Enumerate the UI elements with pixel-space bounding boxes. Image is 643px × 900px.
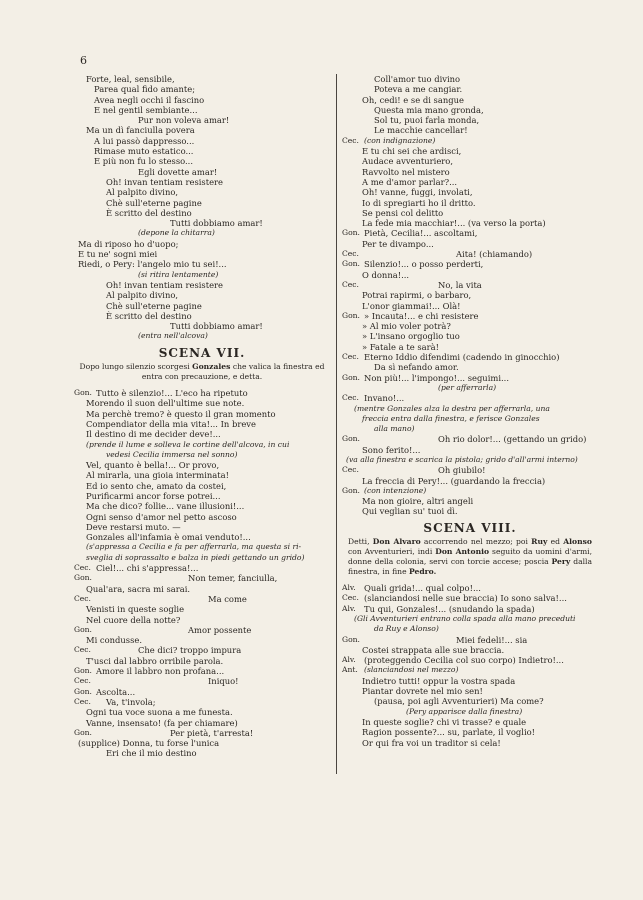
scena-viii-desc-2: accorrendo nel mezzo; poi <box>423 537 528 547</box>
verse-text: E più non fu lo stesso... <box>94 156 193 167</box>
stage-direction: (slanciandosi nel mezzo) <box>364 665 459 675</box>
verse-line <box>74 593 326 604</box>
character-name-antonio: Don Antonio <box>435 547 490 557</box>
verse-line <box>78 259 326 269</box>
stage-direction: (mentre Gonzales alza la destra per afferrarla, una <box>354 403 550 413</box>
verse-line <box>78 419 326 429</box>
speaker-label: Gon. <box>74 686 92 696</box>
verse-line <box>78 491 326 501</box>
verse-line <box>342 259 594 270</box>
verse-line <box>346 645 594 655</box>
scena-viii-desc-4: con Avventurieri, indi <box>348 547 433 557</box>
speaker-label: Cec. <box>74 645 91 655</box>
speaker-label: Alv. <box>342 583 356 593</box>
verse-text: Potrai rapirmi, o barbaro, <box>362 290 472 301</box>
verse-text: » Fatale a te sarà! <box>362 341 439 352</box>
right-column <box>342 74 594 748</box>
verse-text: Io di spregiarti ho il dritto. <box>362 197 476 208</box>
verse-text: Silenzio!... o posso perderti, <box>364 259 484 270</box>
verse-text: Per pietà, t'arresta! <box>170 727 254 738</box>
verse-line <box>342 310 594 321</box>
verse-text: Ma perchè tremo? è questo il gran momento <box>86 408 276 419</box>
verse-text: È scritto del destino <box>106 207 192 218</box>
verse-text: Ragion possente?... su, parlate, il voglio! <box>362 727 536 738</box>
stage-direction: (Gli Avventurieri entrano colla spada alla mano preceduti <box>354 613 576 623</box>
speaker-label: Gon. <box>342 434 360 444</box>
verse-line <box>78 512 326 522</box>
verse-line <box>74 645 326 656</box>
verse-line <box>346 506 594 516</box>
verse-line <box>346 383 594 393</box>
verse-text: Questa mia mano gronda, <box>374 104 484 115</box>
verse-line <box>78 84 326 94</box>
verse-text: Gonzales all'infamia è omai venduto!... <box>86 532 251 543</box>
verse-text: Tutti dobbiamo amar! <box>170 321 263 332</box>
verse-line <box>346 696 594 706</box>
verse-text: Le macchie cancellar! <box>374 125 468 136</box>
verse-text: Ma non gioire, altri angeli <box>362 496 474 507</box>
verse-text: Morendo il suon dell'ultime sue note. <box>86 398 245 409</box>
verse-line <box>346 624 594 634</box>
verse-text: Eri che il mio destino <box>106 748 197 759</box>
speaker-label: Gon. <box>342 310 360 320</box>
stage-direction: (prende il lume e solleva le cortine dell'alcova, in cui <box>86 439 290 449</box>
verse-text: Oh! vanne, fuggi, involati, <box>362 187 473 198</box>
character-name-pery: Pery <box>551 557 571 567</box>
verse-text: Chè sull'eterne pagine <box>106 197 202 208</box>
verse-line <box>342 135 594 146</box>
verse-line <box>342 249 594 260</box>
verse-line <box>78 553 326 563</box>
speaker-label: Cec. <box>74 696 91 706</box>
verse-line <box>346 270 594 280</box>
verse-text: Ma che dico? follie... vane illusioni!... <box>86 501 245 512</box>
verse-text: Rimase muto estatico... <box>94 146 194 157</box>
verse-line <box>78 290 326 300</box>
verse-line <box>78 584 326 594</box>
verse-line <box>346 496 594 506</box>
verse-text: Vel, quanto è bella!... Or provo, <box>86 460 220 471</box>
verse-line <box>342 603 594 614</box>
verse-text: (slanciandosi nelle sue braccia) Io sono salva!... <box>364 593 567 604</box>
verse-text: » Incauta!... e chi resistere <box>364 310 479 321</box>
verse-text: Invano!... <box>364 393 405 404</box>
verse-line <box>78 718 326 728</box>
verse-line <box>78 542 326 552</box>
verse-line <box>74 686 326 697</box>
speaker-label: Gon. <box>342 485 360 495</box>
verse-text: Al palpito divino, <box>106 290 179 301</box>
verse-text: Non più!... l'impongo!... seguimi... <box>364 372 509 383</box>
verse-text: Audace avventuriero, <box>362 156 454 167</box>
verse-text: Per te divampo... <box>362 238 434 249</box>
column-divider <box>336 74 337 774</box>
verse-line <box>78 187 326 197</box>
verse-text: Chè sull'eterne pagine <box>106 300 202 311</box>
verse-line <box>78 635 326 645</box>
verse-text: Il destino di me decider deve!... <box>86 429 221 440</box>
verse-text: È scritto del destino <box>106 310 192 321</box>
verse-line <box>346 455 594 465</box>
verse-line <box>74 727 326 738</box>
speaker-label: Cec. <box>74 593 91 603</box>
verse-text: Ogni tua voce suona a me funesta. <box>86 707 233 718</box>
verse-text: A lui passò dappresso... <box>94 135 195 146</box>
verse-text: Ma come <box>208 593 247 604</box>
verse-text: In queste soglie? chi vi trasse? e quale <box>362 716 527 727</box>
verse-text: Forte, leal, sensibile, <box>86 74 175 84</box>
speaker-label: Cec. <box>342 393 359 403</box>
verse-line <box>78 748 326 758</box>
verse-text: Da sì nefando amor. <box>374 362 459 373</box>
verse-line <box>78 136 326 146</box>
verse-line <box>342 352 594 363</box>
verse-line <box>78 707 326 717</box>
verse-text: Venisti in queste soglie <box>86 604 185 615</box>
stage-direction: da Ruy e Alonso) <box>374 624 439 634</box>
verse-line <box>346 208 594 218</box>
verse-line <box>342 279 594 290</box>
verse-line <box>78 656 326 666</box>
verse-text: Oh rio dolor!... (gettando un grido) <box>438 434 587 445</box>
verse-line <box>78 522 326 532</box>
verse-line <box>78 331 326 341</box>
verse-line <box>78 321 326 331</box>
character-name-ruy: Ruy <box>531 537 548 547</box>
verse-text: Oh! invan tentiam resistere <box>106 279 224 290</box>
verse-text: Miei fedeli!... sia <box>456 634 528 645</box>
verse-text: Amor possente <box>188 624 252 635</box>
character-name-alonso: Alonso <box>563 537 592 547</box>
stage-direction: (Pery apparisce dalla finestra) <box>406 706 523 716</box>
verse-line <box>346 125 594 135</box>
speaker-label: Cec. <box>74 563 91 573</box>
verse-block-1 <box>78 74 326 342</box>
verse-line <box>346 115 594 125</box>
verse-line <box>346 301 594 311</box>
verse-line <box>346 424 594 434</box>
verse-line <box>74 666 326 677</box>
verse-line <box>346 342 594 352</box>
verse-line <box>346 676 594 686</box>
verse-line <box>78 615 326 625</box>
scena-viii-title: SCENA VIII. <box>423 520 517 535</box>
speaker-label: Gon. <box>74 727 92 737</box>
verse-line <box>342 485 594 496</box>
verse-line <box>78 208 326 218</box>
verse-text: T'usci dal labbro orribile parola. <box>86 655 224 666</box>
verse-line <box>78 301 326 311</box>
verse-line <box>78 95 326 105</box>
scena-vii-desc-b: che valica la finestra ed entra con precauzione, e detta. <box>141 362 325 382</box>
verse-text: Or qui fra voi un traditor si cela! <box>362 737 501 748</box>
verse-text: Indietro tutti! oppur la vostra spada <box>362 675 516 686</box>
verse-text: Poteva a me cangiar. <box>374 84 463 95</box>
verse-text: Pietà, Cecilia!... ascoltami, <box>364 228 478 239</box>
verse-line <box>78 470 326 480</box>
verse-text: Non temer, fanciulla, <box>188 573 278 584</box>
verse-text: Al mirarla, una gioia interminata! <box>86 470 229 481</box>
verse-line <box>78 604 326 614</box>
verse-line <box>346 614 594 624</box>
verse-text: Parea qual fido amante; <box>94 84 196 95</box>
scena-viii-desc-1: Detti, <box>348 537 370 547</box>
verse-text: Nel cuore della notte? <box>86 614 181 625</box>
verse-text: Va, t'invola; <box>106 696 156 707</box>
verse-text: Ma un dì fanciulla povera <box>86 125 195 136</box>
verse-text: E tu chi sei che ardisci, <box>362 146 462 157</box>
verse-line <box>78 228 326 238</box>
verse-line <box>78 177 326 187</box>
scena-viii-desc-6: dalla finestra, in fine <box>348 557 592 577</box>
verse-text: Tutti dobbiamo amar! <box>170 218 263 229</box>
verse-line <box>342 372 594 383</box>
verse-text: Ciel!... chi s'appressa!... <box>96 563 199 574</box>
verse-text: Sol tu, puoi farla monda, <box>374 115 480 126</box>
verse-line <box>78 105 326 115</box>
speaker-label: Cec. <box>342 249 359 259</box>
verse-line <box>78 156 326 166</box>
speaker-label: Cec. <box>342 593 359 603</box>
scena-viii-desc-3: ed <box>550 537 561 547</box>
speaker-label: Alv. <box>342 655 356 665</box>
verse-line <box>346 362 594 372</box>
scena-vii-title: SCENA VII. <box>158 345 246 360</box>
scena-vii-desc-a: Dopo lungo silenzio scorgesi <box>79 362 190 372</box>
verse-line <box>346 404 594 414</box>
verse-line <box>346 218 594 228</box>
verse-line <box>342 655 594 666</box>
verse-text: La freccia di Pery!... (guardando la freccia) <box>362 475 546 486</box>
verse-line <box>74 676 326 687</box>
verse-text: No, la vita <box>438 279 482 290</box>
verse-text: Pur non voleva amar! <box>138 115 230 126</box>
page-number: 6 <box>80 54 87 67</box>
verse-line <box>346 239 594 249</box>
scena-vii-description <box>78 362 326 382</box>
verse-text: Amore il labbro non profana... <box>96 666 225 677</box>
stage-direction: (si ritira lentamente) <box>138 269 219 279</box>
verse-line <box>78 115 326 125</box>
verse-text: Al palpito divino, <box>106 187 179 198</box>
verse-line <box>346 156 594 166</box>
verse-text: Riedi, o Pery: l'angelo mio tu sei!... <box>78 259 227 270</box>
speaker-label: Gon. <box>74 573 92 583</box>
verse-text: (supplice) Donna, tu forse l'unica <box>78 738 220 749</box>
verse-line <box>346 476 594 486</box>
verse-line <box>78 146 326 156</box>
verse-text: E nel gentil sembiante... <box>94 104 198 115</box>
verse-text: Ascolta... <box>96 686 136 697</box>
verse-line <box>346 177 594 187</box>
speaker-label: Cec. <box>342 135 359 145</box>
verse-line <box>78 532 326 542</box>
verse-text: Oh, cedi! e se di sangue <box>362 94 464 105</box>
verse-line <box>342 228 594 239</box>
verse-text: Qui veglian su' tuoi dì. <box>362 506 458 517</box>
stage-direction: (con intenzione) <box>364 485 427 495</box>
verse-text: O donna!... <box>362 269 410 280</box>
verse-line <box>346 414 594 424</box>
verse-text: Avea negli occhi il fascino <box>94 94 205 105</box>
verse-text: Coll'amor tuo divino <box>374 74 461 84</box>
verse-text: Ma di riposo ho d'uopo; <box>78 238 179 249</box>
stage-direction: sveglia di soprassalto e balza in piedi gettando un grido) <box>86 552 305 562</box>
stage-direction: (con indignazione) <box>364 135 436 145</box>
stage-direction: (entra nell'alcova) <box>138 331 208 341</box>
speaker-label: Alv. <box>342 603 356 613</box>
verse-line <box>346 321 594 331</box>
verse-line <box>74 563 326 574</box>
verse-text: A me d'amor parlar?... <box>362 176 458 187</box>
character-name-pedro: Pedro. <box>409 567 437 577</box>
speaker-label: Gon. <box>74 624 92 634</box>
verse-text: » L'insano orgoglio tuo <box>362 331 460 342</box>
stage-direction: (depone la chitarra) <box>138 228 215 238</box>
verse-text: Compendiator della mia vita!... In breve <box>86 418 256 429</box>
verse-text: Eterno Iddio difendimi (cadendo in ginocchio) <box>364 352 560 363</box>
verse-text: Sono ferito!... <box>362 444 421 455</box>
scena-viii-desc-5: seguito da uomini d'armi, donne della colonia, servi con torcie accese; poscia <box>348 547 593 567</box>
verse-line <box>78 501 326 511</box>
verse-text: Ed io sento che, amato da costei, <box>86 480 227 491</box>
verse-line <box>342 583 594 594</box>
verse-text: Egli dovette amar! <box>138 166 218 177</box>
stage-direction: alla mano) <box>374 424 415 434</box>
verse-line <box>78 74 326 84</box>
verse-line <box>342 393 594 404</box>
speaker-label: Gon. <box>342 634 360 644</box>
verse-line <box>346 95 594 105</box>
verse-line <box>346 290 594 300</box>
verse-line <box>78 409 326 419</box>
verse-line <box>74 573 326 584</box>
character-name-gonzales: Gonzales <box>192 362 231 372</box>
verse-line <box>346 74 594 84</box>
verse-text: Tu qui, Gonzales!... (snudando la spada) <box>364 603 535 614</box>
stage-direction: (per afferrarla) <box>438 382 497 392</box>
verse-line <box>78 239 326 249</box>
stage-direction: (va alla finestra e scarica la pistola; grido d'all'armi interno) <box>346 454 578 464</box>
verse-text: Piantar dovrete nel mio sen! <box>362 686 483 697</box>
verse-text: Che dici? troppo impura <box>138 645 242 656</box>
verse-text: Qual'ara, sacra mi sarai. <box>86 583 191 594</box>
speaker-label: Gon. <box>342 228 360 238</box>
left-column <box>74 74 326 759</box>
speaker-label: Cec. <box>342 279 359 289</box>
character-name-alvaro: Don Alvaro <box>372 537 421 547</box>
verse-text: Costei strappata alle sue braccia. <box>362 644 505 655</box>
verse-line <box>346 727 594 737</box>
verse-line <box>346 717 594 727</box>
verse-text: Oh giubilo! <box>438 465 486 476</box>
verse-line <box>78 450 326 460</box>
verse-line <box>346 84 594 94</box>
verse-text: Quali grida!... qual colpo!... <box>364 583 481 594</box>
verse-line <box>346 331 594 341</box>
speaker-label: Gon. <box>342 259 360 269</box>
verse-line <box>78 311 326 321</box>
verse-text: Ogni senso d'amor nel petto ascoso <box>86 511 237 522</box>
stage-direction: (s'appressa a Cecilia e fa per afferrarla, ma questa si ri- <box>86 542 302 552</box>
speaker-label: Gon. <box>74 666 92 676</box>
verse-text: Ravvolto nel mistero <box>362 166 450 177</box>
verse-line <box>74 388 326 399</box>
verse-line <box>346 187 594 197</box>
verse-text: La fede mia macchiar!... (va verso la porta) <box>362 218 546 229</box>
verse-line <box>78 125 326 135</box>
verse-line <box>342 465 594 476</box>
speaker-label: Ant. <box>342 665 358 675</box>
verse-text: (pausa, poi agli Avventurieri) Ma come? <box>374 696 544 707</box>
verse-line <box>78 167 326 177</box>
verse-line <box>342 434 594 445</box>
verse-text: Tutto è silenzio!... L'eco ha ripetuto <box>96 388 248 399</box>
verse-line <box>346 445 594 455</box>
verse-text: Purificarmi ancor forse potrei... <box>86 490 221 501</box>
verse-line <box>78 398 326 408</box>
verse-block-3 <box>342 74 594 517</box>
verse-line <box>346 198 594 208</box>
verse-block-4 <box>342 583 594 748</box>
verse-line <box>346 167 594 177</box>
verse-line <box>346 146 594 156</box>
verse-text: Oh! invan tentiam resistere <box>106 176 224 187</box>
verse-line <box>78 481 326 491</box>
speaker-label: Gon. <box>74 388 92 398</box>
speaker-label: Cec. <box>342 352 359 362</box>
verse-line <box>78 270 326 280</box>
verse-line <box>78 738 326 748</box>
verse-line <box>78 440 326 450</box>
verse-text: Se pensi col delitto <box>362 207 444 218</box>
verse-line <box>346 707 594 717</box>
verse-line <box>78 280 326 290</box>
scena-viii-description <box>346 537 594 577</box>
verse-line <box>78 249 326 259</box>
verse-line <box>342 665 594 675</box>
verse-block-2 <box>74 388 326 759</box>
verse-text: Deve restarsi muto. — <box>86 521 181 532</box>
verse-line <box>346 738 594 748</box>
verse-line <box>78 198 326 208</box>
verse-text: (proteggendo Cecilia col suo corpo) Indietro!... <box>364 655 564 666</box>
verse-text: Mi condusse. <box>86 635 143 646</box>
verse-line <box>74 696 326 707</box>
verse-line <box>78 218 326 228</box>
speaker-label: Gon. <box>342 372 360 382</box>
stage-direction: vedesi Cecilia immersa nel sonno) <box>106 449 238 459</box>
stage-direction: freccia entra dalla finestra, e ferisce Gonzales <box>362 413 540 423</box>
speaker-label: Cec. <box>342 465 359 475</box>
verse-text: Iniquo! <box>208 676 239 687</box>
verse-line <box>342 593 594 604</box>
verse-text: Aita! (chiamando) <box>456 249 533 260</box>
speaker-label: Cec. <box>74 676 91 686</box>
verse-line <box>78 429 326 439</box>
verse-text: E tu ne' sogni miei <box>78 249 158 260</box>
verse-line <box>74 624 326 635</box>
verse-text: Vanne, insensato! (fa per chiamare) <box>86 717 238 728</box>
verse-line <box>78 460 326 470</box>
verse-line <box>342 634 594 645</box>
verse-line <box>346 686 594 696</box>
verse-text: L'onor giammai!... Olà! <box>362 300 461 311</box>
verse-line <box>346 105 594 115</box>
verse-text: » Al mio voler potrà? <box>362 321 451 332</box>
